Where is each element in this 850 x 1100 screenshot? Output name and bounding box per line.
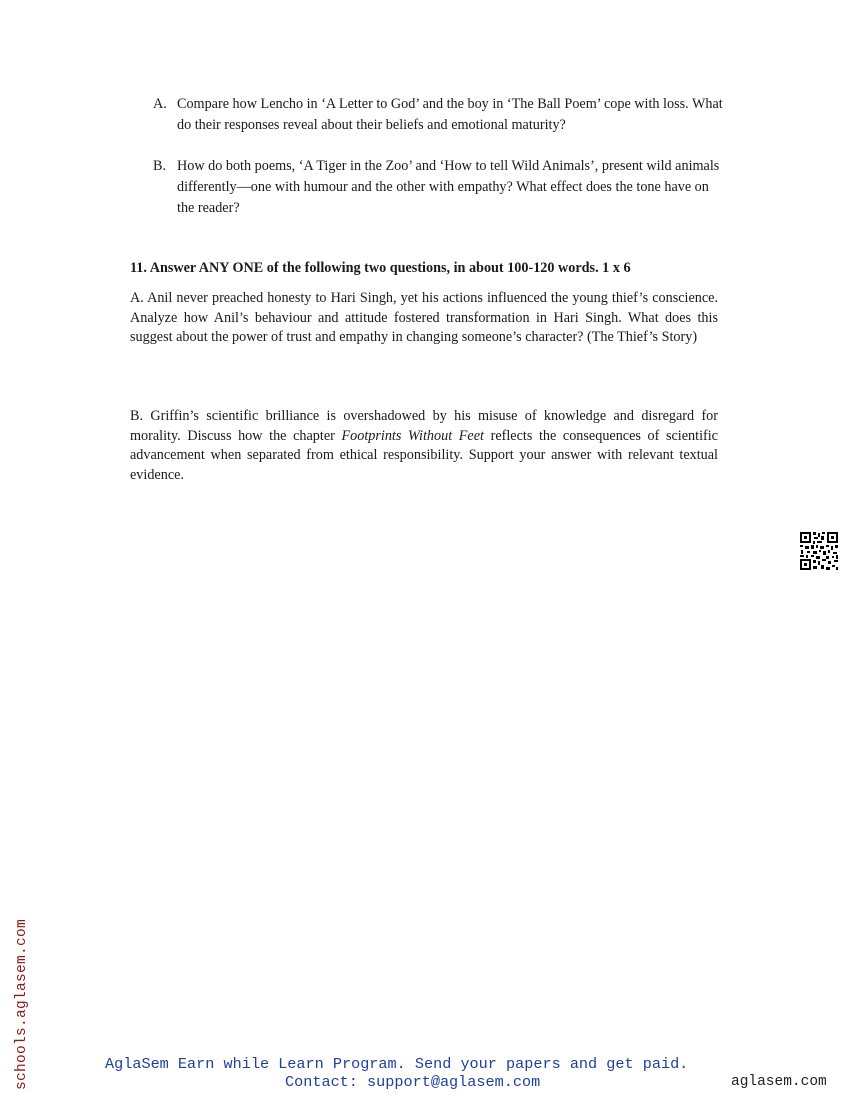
option-text: Compare how Lencho in ‘A Letter to God’ and the boy in ‘The Ball Poem’ cope with loss. What do their responses reveal about their beliefs and emotional maturity? [177, 96, 723, 133]
option-text: How do both poems, ‘A Tiger in the Zoo’ and ‘How to tell Wild Animals’, present wild animals differently—one with humour and the other with empathy? What effect does the tone have on the reader? [177, 158, 720, 216]
option-letter: A. [153, 96, 167, 112]
option-b-text-end: reflects the consequences of scientific advancement when separated from ethical responsibility. Support your answer with relevant textual evidence. [130, 427, 718, 483]
option-letter: B. [153, 158, 167, 174]
footer-site-link[interactable]: aglasem.com [731, 1074, 827, 1090]
question-11-option-b [130, 407, 718, 485]
question-11-option-a: A. Anil never preached honesty to Hari Singh, yet his actions influenced the young thief’s conscience. Analyze how Anil’s behaviour and attitude fostered transformation in Hari Singh. What does this suggest about the power of trust and empathy in changing someone’s character? (The Thief’s Story) [130, 290, 718, 345]
option-b-text-start: B. Griffin’s scientific brilliance is overshadowed by his misuse of knowledge and disregard for morality. Discuss how the chapter [130, 408, 718, 444]
side-watermark: schools.aglasem.com [14, 918, 30, 1090]
option-10a [153, 94, 723, 136]
chapter-title: Footprints Without Feet [341, 427, 484, 444]
qr-code-icon [799, 531, 839, 571]
footer-program-text: AglaSem Earn while Learn Program. Send your papers and get paid. [105, 1055, 689, 1073]
footer-contact[interactable]: Contact: support@aglasem.com [285, 1073, 541, 1091]
question-11-heading: 11. Answer ANY ONE of the following two questions, in about 100-120 words. 1 x 6 [130, 260, 631, 276]
option-10b [153, 156, 723, 219]
